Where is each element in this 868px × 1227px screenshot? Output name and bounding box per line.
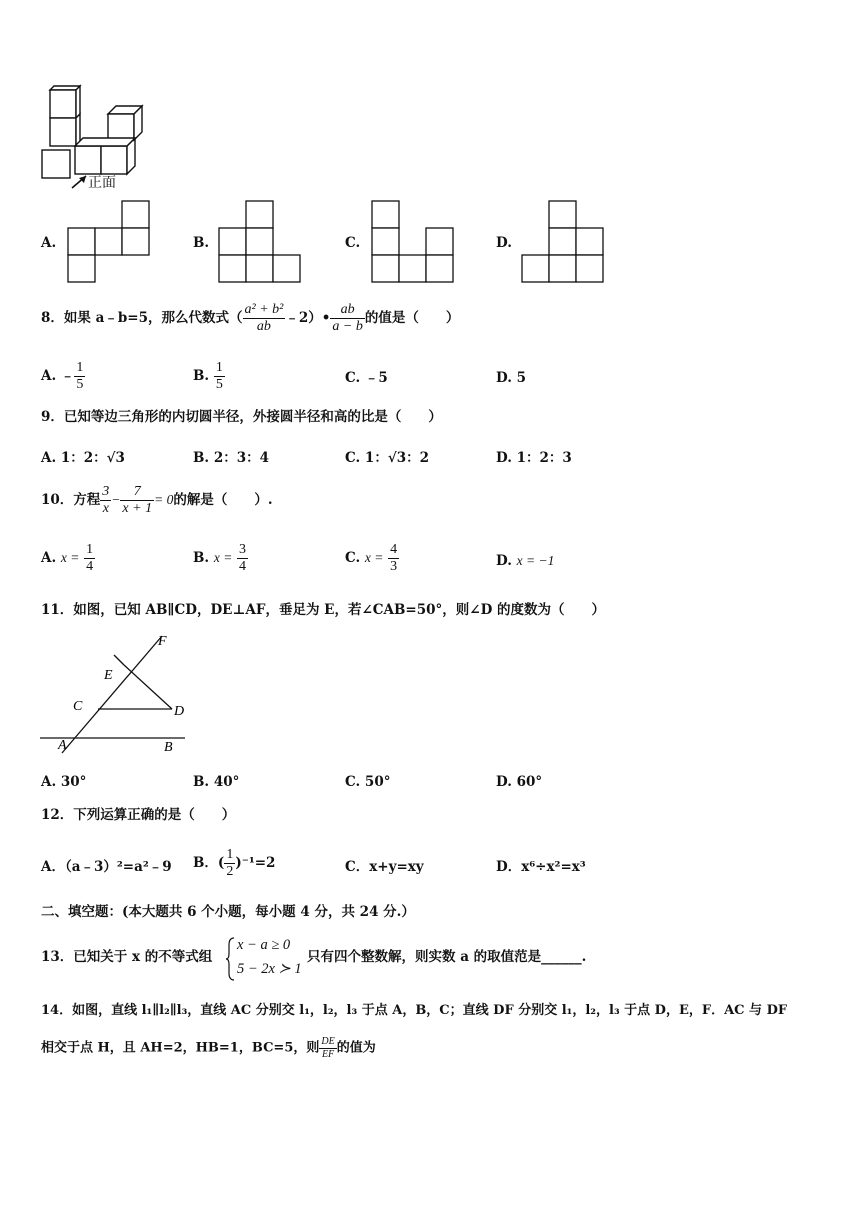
q8-option-d[interactable] [496,372,526,386]
q10-option-a-fraction [84,542,95,575]
q11-label-d: D [174,704,185,719]
q10-option-a-num: 1 [84,542,95,559]
q11-option-a-text: 30° [60,774,87,790]
q10-f2-num: 7 [120,484,154,501]
q8-fraction-2 [330,302,364,335]
q10-option-c-num: 4 [388,542,399,559]
q8-stem-post: 的值是（ ） [364,310,460,327]
q11-label-b: B [164,740,173,755]
q14-frac-num: DE [321,1036,335,1047]
q10-option-c[interactable] [345,542,399,575]
section-heading: 二、填空题：(本大题共 6 个小题，每小题 4 分，共 24 分.） [41,904,415,920]
front-label: 正面 [88,175,116,191]
q11-stem: 11．如图，已知 AB∥CD，DE⊥AF，垂足为 E，若∠CAB=50°，则∠D 的度数为（ ） [41,602,605,618]
q10-option-c-den: 3 [390,559,398,575]
q9-option-a-text: 1：2：√3 [60,450,125,466]
q10-eq: = 0 [154,492,174,508]
q13-ineq-1: x − a ≥ 0 [237,937,291,953]
q9-option-a-label: A. [41,450,57,466]
q10-option-d-label: D. [496,553,512,569]
q10-stem-post: 的解是（ ）. [173,492,273,509]
q8-option-b-fraction [214,360,225,393]
q8-option-d-text: 5 [516,370,527,386]
q9-option-c[interactable] [345,452,429,466]
q8-frac1-num: a² + b² [243,302,286,319]
q10-option-a-den: 4 [86,559,94,575]
q8-option-b-label: B. [193,368,210,385]
q9-option-c-text: 1：√3：2 [364,450,429,466]
q7-option-c-label: C. [345,235,361,251]
q10-fraction-2 [120,484,154,517]
q9-option-d-label: D. [496,450,512,466]
q11-option-c-text: 50° [364,774,391,790]
q10-option-b-den: 4 [239,559,247,575]
q12-option-d[interactable]: D．x⁶÷x²=x³ [496,859,586,875]
q10-option-d[interactable] [496,554,554,569]
q11-label-f: F [158,634,167,649]
q11-option-d-text: 60° [516,774,543,790]
q11-option-a[interactable] [41,776,86,790]
q8-frac2-den: a − b [332,319,363,335]
q12-option-b[interactable] [193,847,275,880]
q8-option-b-den: 5 [215,377,223,393]
q10-option-a-lhs: x = [60,550,80,566]
q9-stem: 9．已知等边三角形的内切圆半径，外接圆半径和高的比是（ ） [41,409,442,425]
q8-option-d-label: D. [496,370,512,386]
q8-option-c-text: ﹣5 [364,370,388,386]
q8-option-c[interactable] [345,372,388,386]
q13-stem-pre: 13．已知关于 x 的不等式组 [41,949,213,965]
q8-mid: ﹣2）• [285,310,331,327]
q9-option-c-label: C. [345,450,361,466]
q9-option-b[interactable] [193,452,269,466]
q11-option-b[interactable] [193,776,239,790]
q10-option-a[interactable] [41,542,95,575]
q10-f1-num: 3 [100,484,111,501]
q8-option-a-num: 1 [74,360,85,377]
q8-option-a[interactable] [41,360,85,393]
q11-option-c[interactable] [345,776,390,790]
q10-option-a-label: A. [41,550,57,567]
q14-line-2-post: 的值为 [336,1040,376,1056]
q7-option-c-figure[interactable] [370,200,460,284]
q8-option-a-label: A. [41,368,57,385]
q10-f2-den: x + 1 [122,501,153,517]
q12-option-b-fraction [224,847,235,880]
q10-option-d-text: x = −1 [516,553,555,568]
q12-option-b-tail: )⁻¹=2 [235,855,276,872]
q9-option-b-label: B. [193,450,210,466]
q14-line-1: 14．如图，直线 l₁∥l₂∥l₃，直线 AC 分别交 l₁，l₂，l₃ 于点 A，B，C；直线 DF 分别交 l₁，l₂，l₃ 于点 D，E，F．AC 与 DF [41,1003,788,1018]
q9-option-d[interactable] [496,452,572,466]
q10-stem [41,484,273,517]
q11-label-c: C [73,699,83,714]
q8-frac2-num: ab [330,302,364,319]
q8-option-a-sign: ﹣ [60,368,75,385]
q14-line-2 [41,1036,376,1060]
q13-stem-post: 只有四个整数解，则实数 a 的取值范是______. [307,949,587,965]
q14-frac-den: EF [321,1048,335,1060]
q7-option-d-figure[interactable] [520,200,610,284]
q11-option-a-label: A. [41,774,57,790]
q8-option-b-num: 1 [214,360,225,377]
q10-minus: − [111,492,121,508]
q10-option-c-lhs: x = [364,550,384,566]
q13-brace [226,937,236,981]
q9-option-d-text: 1：2：3 [516,450,572,466]
q10-f1-den: x [102,501,109,517]
q7-option-b-label: B. [193,235,210,251]
q13-ineq-2: 5 − 2x ≻ 1 [237,961,302,977]
q8-option-a-fraction [74,360,85,393]
q8-stem [41,302,459,335]
q11-label-a: A [58,738,67,753]
q10-option-b-fraction [237,542,248,575]
q10-stem-pre: 10．方程 [41,492,101,509]
q7-option-d-label: D. [496,235,512,251]
q11-option-b-text: 40° [213,774,240,790]
q12-option-a[interactable]: A．（a﹣3）²=a²﹣9 [41,859,172,875]
q10-fraction-1 [100,484,111,517]
q14-line-2-pre: 相交于点 H，且 AH=2，HB=1，BC=5，则 [41,1040,320,1056]
q11-geometry-figure [40,633,190,758]
q10-option-c-fraction [388,542,399,575]
q8-fraction-1 [243,302,286,335]
q11-option-c-label: C. [345,774,361,790]
q12-option-b-label: B．( [193,855,225,872]
q11-label-e: E [104,668,113,683]
q10-option-b-lhs: x = [213,550,233,566]
q7-option-a-label: A. [41,235,57,251]
q9-option-b-text: 2：3：4 [213,450,270,466]
q8-frac1-den: ab [256,319,271,335]
q8-stem-pre: 8．如果 a﹣b=5，那么代数式（ [41,310,243,327]
q11-option-b-label: B. [193,774,210,790]
q8-option-b[interactable] [193,360,225,393]
q8-option-a-den: 5 [76,377,84,393]
q8-option-c-label: C. [345,370,361,386]
q10-option-b-label: B. [193,550,210,567]
q14-fraction [319,1036,336,1060]
q12-option-b-den: 2 [226,864,234,880]
q10-option-b-num: 3 [237,542,248,559]
q12-option-c[interactable]: C．x+y=xy [345,859,424,875]
q7-option-b-figure[interactable] [217,200,307,284]
q10-option-c-label: C. [345,550,361,567]
q7-option-a-figure[interactable] [66,200,156,284]
q12-stem: 12．下列运算正确的是（ ） [41,807,236,823]
q12-option-b-num: 1 [224,847,235,864]
q11-option-d[interactable] [496,776,542,790]
q11-option-d-label: D. [496,774,512,790]
q10-option-b[interactable] [193,542,248,575]
q9-option-a[interactable] [41,452,125,466]
